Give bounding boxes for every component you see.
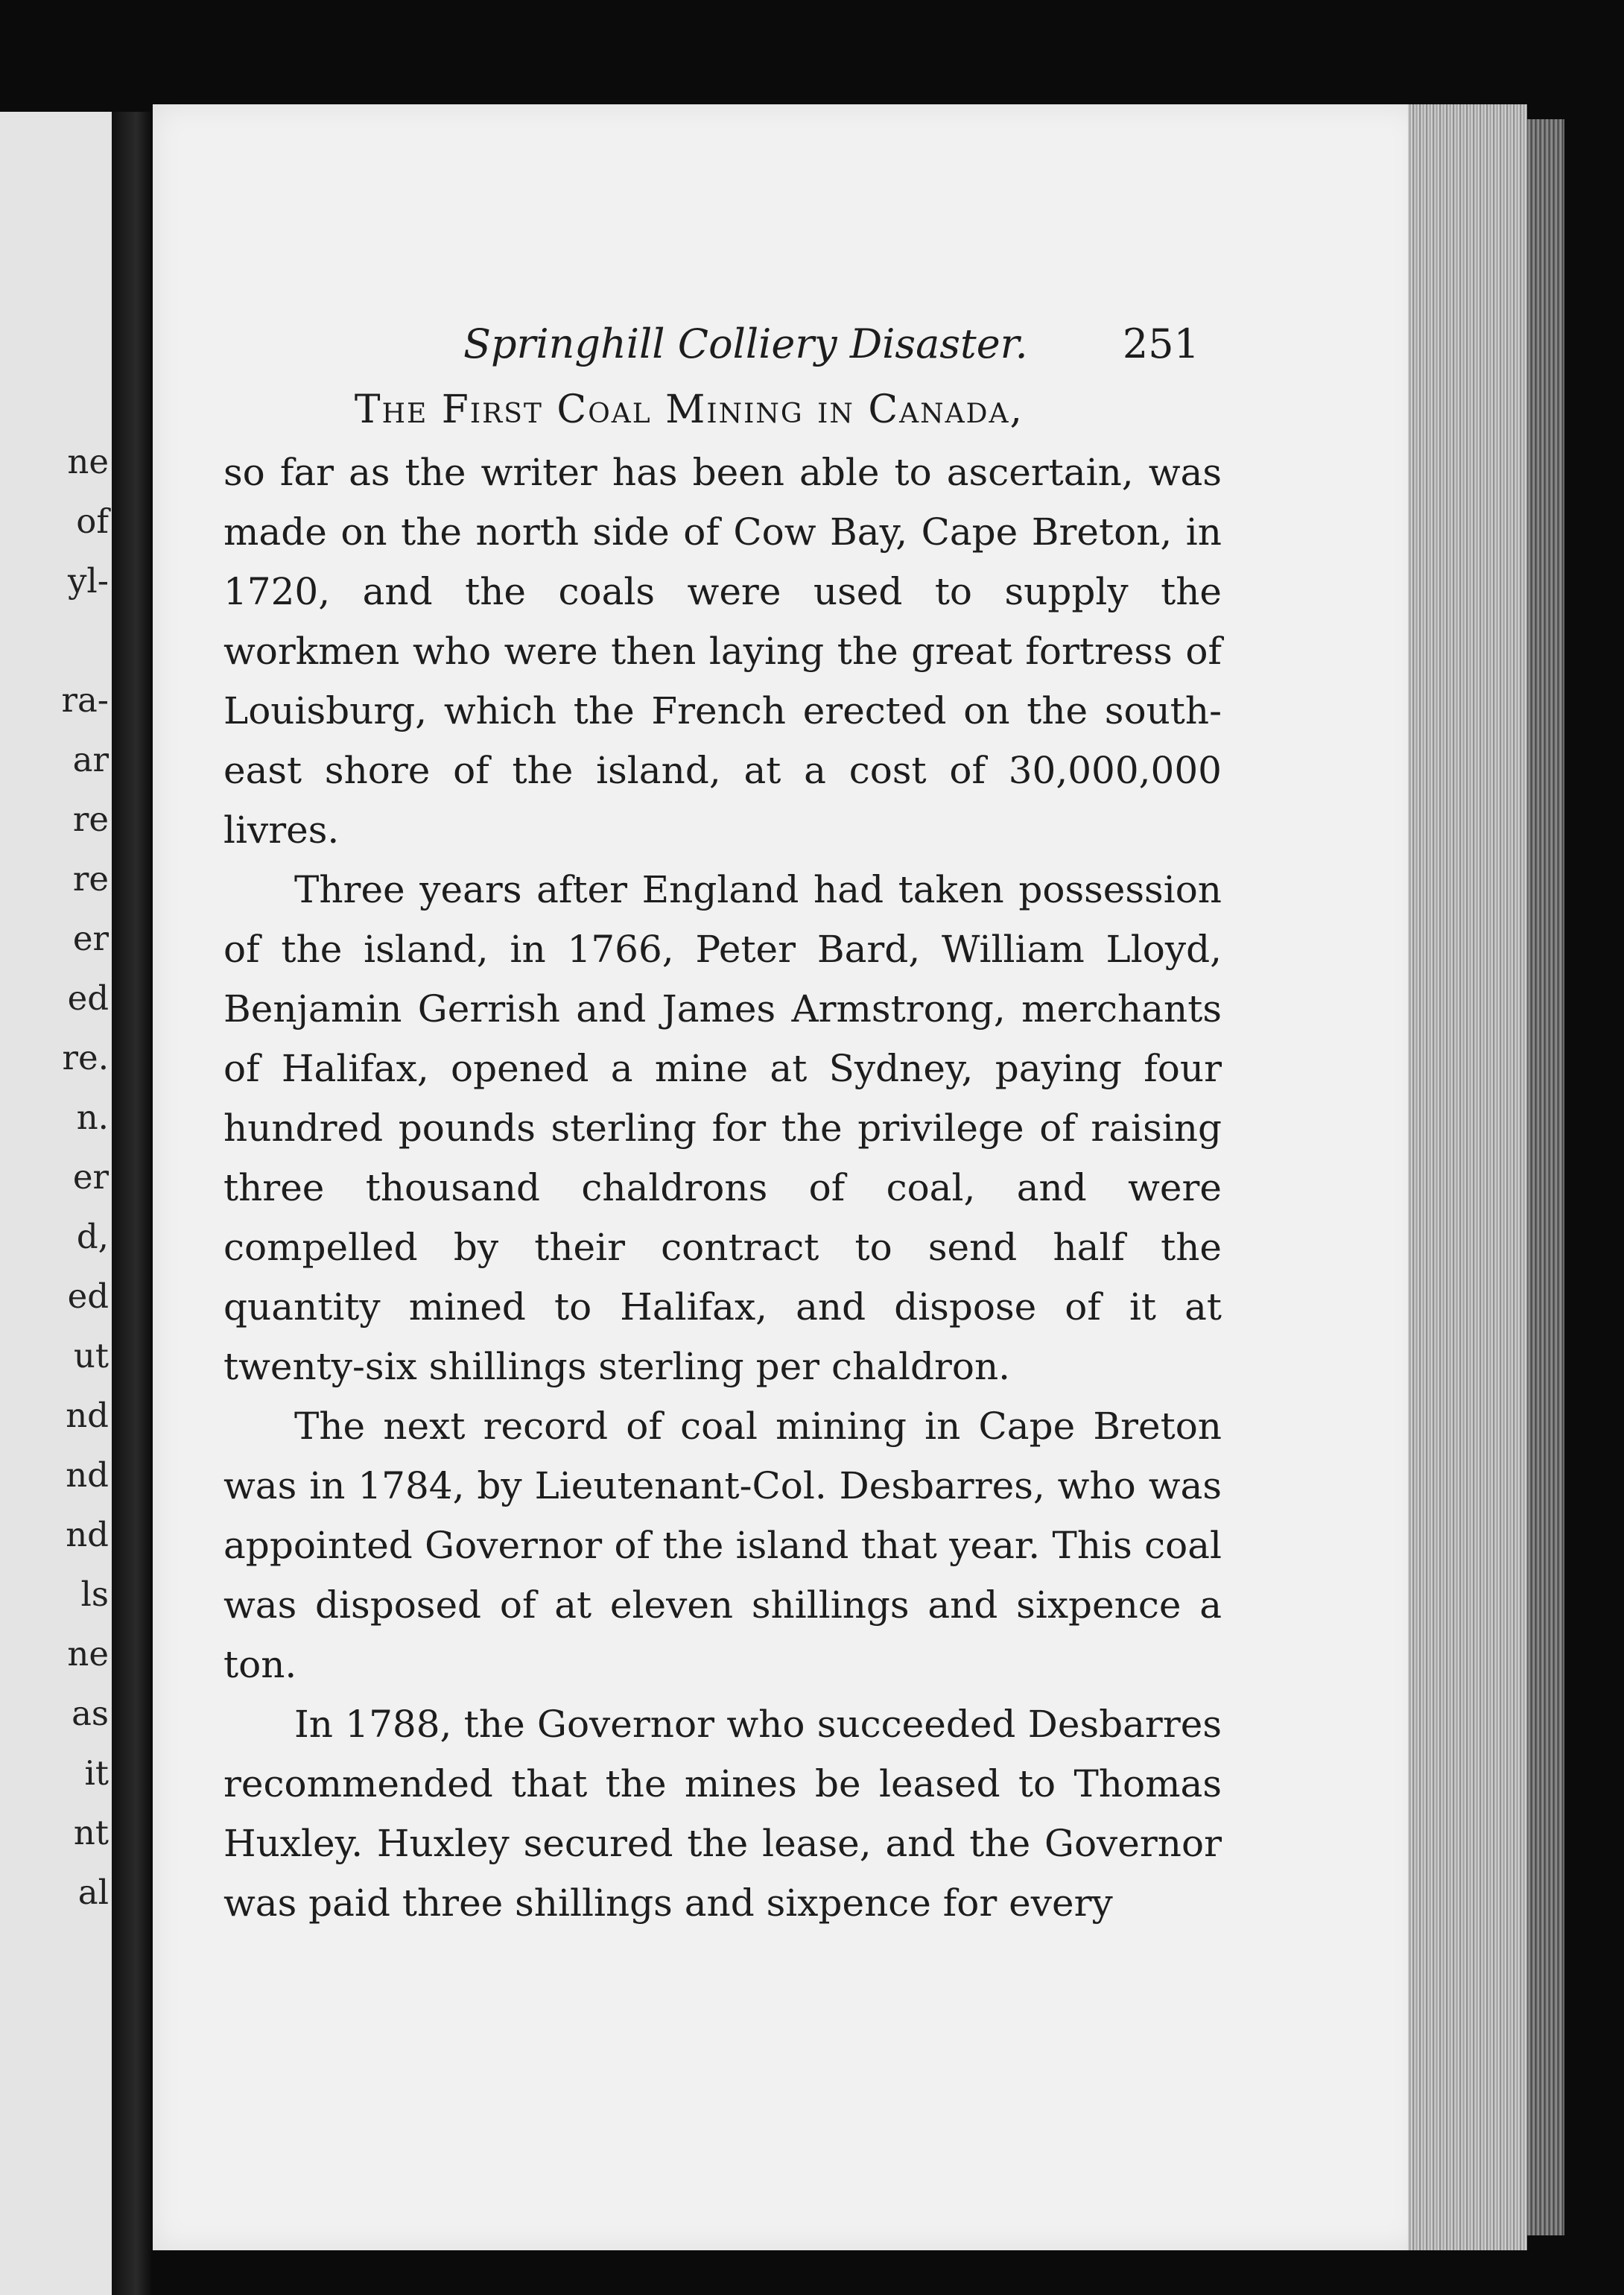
left-page-fragment: nd (66, 1396, 109, 1435)
page-edges-back (1527, 119, 1564, 2235)
left-page-fragment: ne (67, 1634, 109, 1674)
left-page-fragment: d, (76, 1217, 109, 1256)
left-page-text-fragments (4, 432, 109, 1922)
left-page-fragment (4, 611, 109, 671)
running-title: Springhill Colliery Disaster. (463, 320, 1028, 367)
left-page-fragment: ut (73, 1336, 109, 1376)
left-page-fragment: ed (67, 1276, 109, 1316)
paragraph: Three years after England had taken possession of the island, in 1766, Peter Bard, William Lloyd, Benjamin Gerrish and James Armstrong, merchants of Halifax, opened a mine at Sydney, paying four hundred pounds sterling for the privilege of raising three thousand chaldrons of coal, and were compelled by their contract to send half the quantity mined to Halifax, and dispose of it at twenty-six shillings sterling per chaldron. (223, 868, 1222, 1388)
left-page-fragment: ed (67, 978, 109, 1018)
page-edges (1408, 104, 1527, 2250)
left-page-fragment: ra- (61, 680, 109, 720)
left-facing-page (0, 112, 112, 2295)
paragraph: so far as the writer has been able to ascertain, was made on the north side of Cow Bay, Cape Breton, in 1720, and the coals were used to supply the workmen who were then laying the great fortress of Louisburg, which the French erected on the south-east shore of the island, at a cost of 30,000,000 livres. (223, 451, 1222, 852)
left-page-fragment: re (72, 800, 109, 839)
left-page-fragment: re (72, 859, 109, 899)
left-page-fragment: er (72, 919, 109, 958)
left-page-fragment: ar (72, 740, 109, 779)
left-page-fragment: ne (67, 442, 109, 481)
paragraph: The next record of coal mining in Cape Breton was in 1784, by Lieutenant-Col. Desbarres, who was appointed Governor of the island that year. This coal was disposed of at eleven shillings and sixpence a ton. (223, 1405, 1222, 1686)
left-page-fragment: al (77, 1873, 109, 1912)
page-content (223, 320, 1222, 1933)
book-gutter (112, 112, 153, 2295)
running-head (223, 320, 1222, 387)
page-number: 251 (1122, 320, 1199, 367)
left-page-fragment: nd (66, 1515, 109, 1554)
left-page-fragment: nd (66, 1455, 109, 1495)
left-page-fragment: er (72, 1157, 109, 1197)
left-page-fragment: ls (80, 1574, 109, 1614)
left-page-fragment: yl- (67, 561, 109, 601)
left-page-fragment: it (84, 1753, 109, 1793)
left-page-fragment: n. (76, 1098, 109, 1137)
left-page-fragment: as (72, 1694, 109, 1733)
left-page-fragment: re. (62, 1038, 109, 1077)
left-page-fragment: nt (73, 1813, 109, 1852)
paragraph: In 1788, the Governor who succeeded Desbarres recommended that the mines be leased to Thomas Huxley. Huxley secured the lease, and the Governor was paid three shillings and sixpence for every (223, 1703, 1222, 1925)
left-page-fragment: of (76, 501, 109, 541)
section-heading: The First Coal Mining in Canada, (354, 387, 1024, 432)
